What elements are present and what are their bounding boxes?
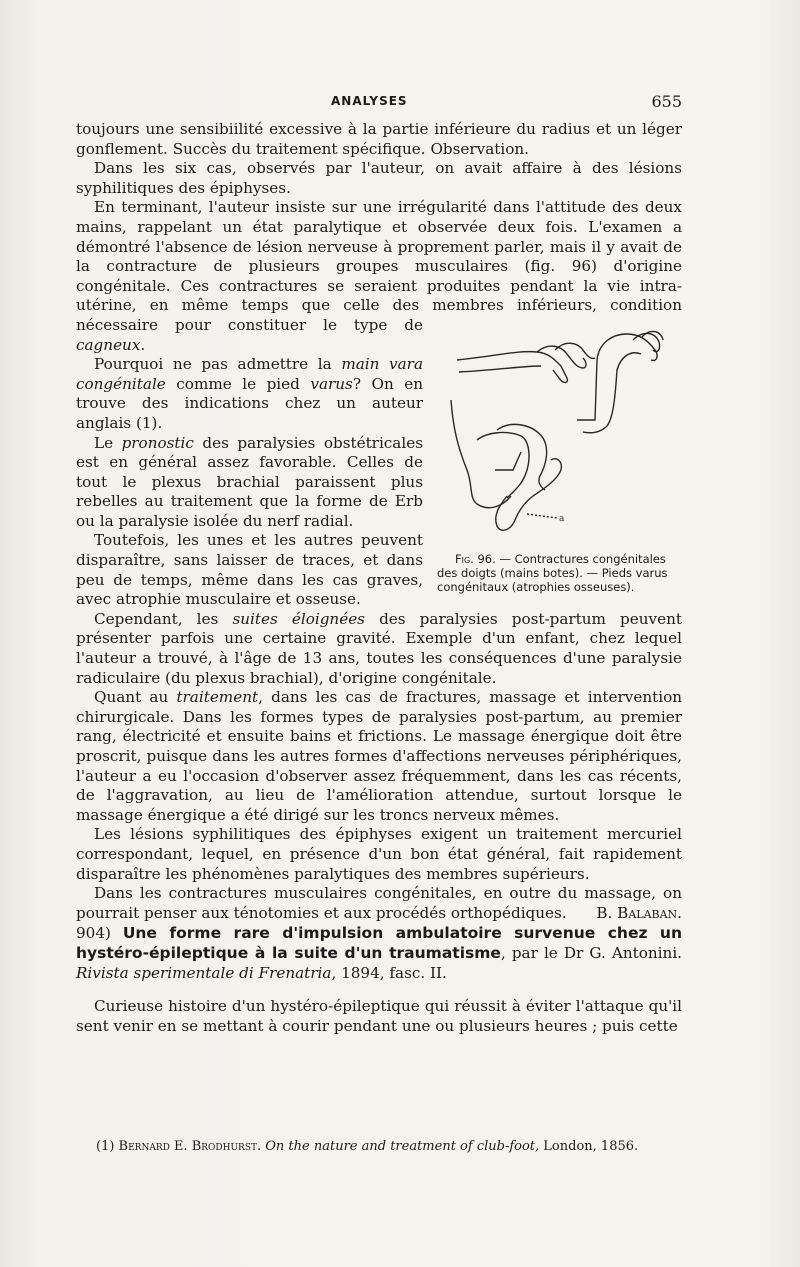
- paragraph-text: En terminant, l'auteur insiste sur une irrégularité dans l'attitude des deux mains, rappelant un état paralytique et observée deux fois. L'examen a démontré l'absence de lésion nerveuse à proprement parler, mais il y avait de la contracture de plusieurs groupes musculaires (fig. 96) d'origine congénitale. Ces contractures se seraient produites pendant la vie intra-utérine, en même temps que celle des membres inférieurs, condition nécessaire pour constituer le type de: [76, 198, 682, 334]
- paragraph: toujours une sensibiilité excessive à la partie inférieure du radius et un léger gonflement. Succès du traitement spécifique. Observation.: [76, 120, 682, 158]
- footnote-title: On the nature and treatment of club-foot,: [261, 1139, 540, 1154]
- emphasis: pronostic: [121, 433, 194, 452]
- paragraph: [76, 688, 682, 825]
- paragraph: [76, 884, 682, 923]
- figure-96: [437, 320, 682, 594]
- leg-contour: [451, 400, 511, 508]
- emphasis: traitement: [176, 688, 259, 707]
- emphasis: cagneux: [76, 335, 141, 354]
- paragraph-text: Cependant, les: [94, 609, 233, 628]
- hand-contour-left: [457, 352, 567, 383]
- body-text: [76, 120, 682, 1037]
- article-number: 904): [76, 924, 111, 943]
- running-head: ANALYSES: [331, 94, 408, 108]
- footnote: [96, 1138, 686, 1155]
- article-byline: , par le Dr G. Antonini.: [500, 944, 682, 963]
- paragraph: [76, 610, 682, 688]
- paragraph: Dans les six cas, observés par l'auteur, on avait affaire à des lésions syphilitiques des épiphyses.: [76, 159, 682, 197]
- paragraph: Curieuse histoire d'un hystéro-épileptique qui réussit à éviter l'attaque qu'il sent venir en se mettant à courir pendant une ou plusieurs heures ; puis cette: [76, 997, 682, 1035]
- figure-caption-label: Fig. 96.: [455, 551, 496, 566]
- article-title: Une forme rare d'impulsion ambulatoire survenue chez un hystéro-épileptique à la suite d'un traumatisme: [76, 924, 682, 963]
- article-journal: Rivista sperimentale di Frenatria: [76, 964, 332, 983]
- article-issue: , 1894, fasc. II.: [331, 964, 447, 983]
- paragraph-text: des paralysies obstétricales est en général assez favorable. Celles de tout le plexus brachial paraissent plus rebelles au traitement que la forme de Erb ou la paralysie isolée du nerf radial.: [76, 433, 424, 530]
- footnote-author: Bernard E. Brodhurst.: [118, 1139, 262, 1154]
- paragraph: Les lésions syphilitiques des épiphyses exigent un traitement mercuriel correspondant, lequel, en présence d'un bon état général, fait rapidement disparaître les phénomènes paralytiques des membres supérieurs.: [76, 825, 682, 883]
- paragraph-text: Pourquoi ne pas admettre la: [94, 355, 342, 374]
- figure-illustration: [437, 320, 682, 550]
- emphasis: suites éloignées: [232, 609, 365, 628]
- paragraph-text: des paralysies post-partum peuvent présenter parfois une certaine gravité. Exemple d'un enfant, chez lequel l'auteur a trouvé, à l'âge de 13 ans, toutes les conséquences d'une paralysie radiculaire (du plexus brachial), d'origine congénitale.: [76, 609, 683, 687]
- figure-caption: [437, 552, 682, 594]
- article-heading: [76, 923, 682, 983]
- paragraph-text: Quant au: [94, 688, 177, 707]
- footnote-marker: (1): [96, 1139, 119, 1154]
- paragraph-text: Le: [94, 433, 122, 452]
- paragraph-text: Dans les contractures musculaires congénitales, en outre du massage, on pourrait penser aux ténotomies et aux procédés orthopédiques.: [76, 884, 682, 922]
- paragraph-text: , dans les cas de fractures, massage et intervention chirurgicale. Dans les formes types de paralysies post-partum, au premier rang, électricité et ensuite bains et frictions. Le massage énergique doit être proscrit, puisque dans les autres formes d'affections nerveuses périphériques, l'auteur a eu l'occasion d'observer assez fréquemment, dans les cas récents, de l'aggravation, au lieu de l'amélioration attendue, surtout lorsque le massage énergique a été dirigé sur les troncs nerveux mêmes.: [76, 688, 682, 824]
- emphasis: varus: [310, 374, 353, 393]
- paragraph-text: .: [140, 335, 146, 354]
- emphasis: main vara congénitale: [76, 355, 424, 393]
- figure-caption-text: — Contractures congénitales des doigts (mains botes). — Pieds varus congénitaux (atrophies osseuses).: [437, 551, 668, 594]
- footnote-place: London, 1856.: [539, 1139, 639, 1154]
- page-number: 655: [651, 92, 682, 111]
- paragraph-text: comme le pied: [165, 374, 311, 393]
- page-header: [76, 92, 682, 114]
- paragraph-text: ? On en trouve des indications chez un auteur anglais (1).: [76, 374, 423, 432]
- author-signature: B. Balaban.: [596, 903, 682, 922]
- paragraph: Toutefois, les unes et les autres peuvent disparaître, sans laisser de traces, et dans peu de temps, même dans les cas graves, avec atrophie musculaire et osseuse.: [76, 531, 423, 609]
- figure-label-a: a: [559, 513, 565, 524]
